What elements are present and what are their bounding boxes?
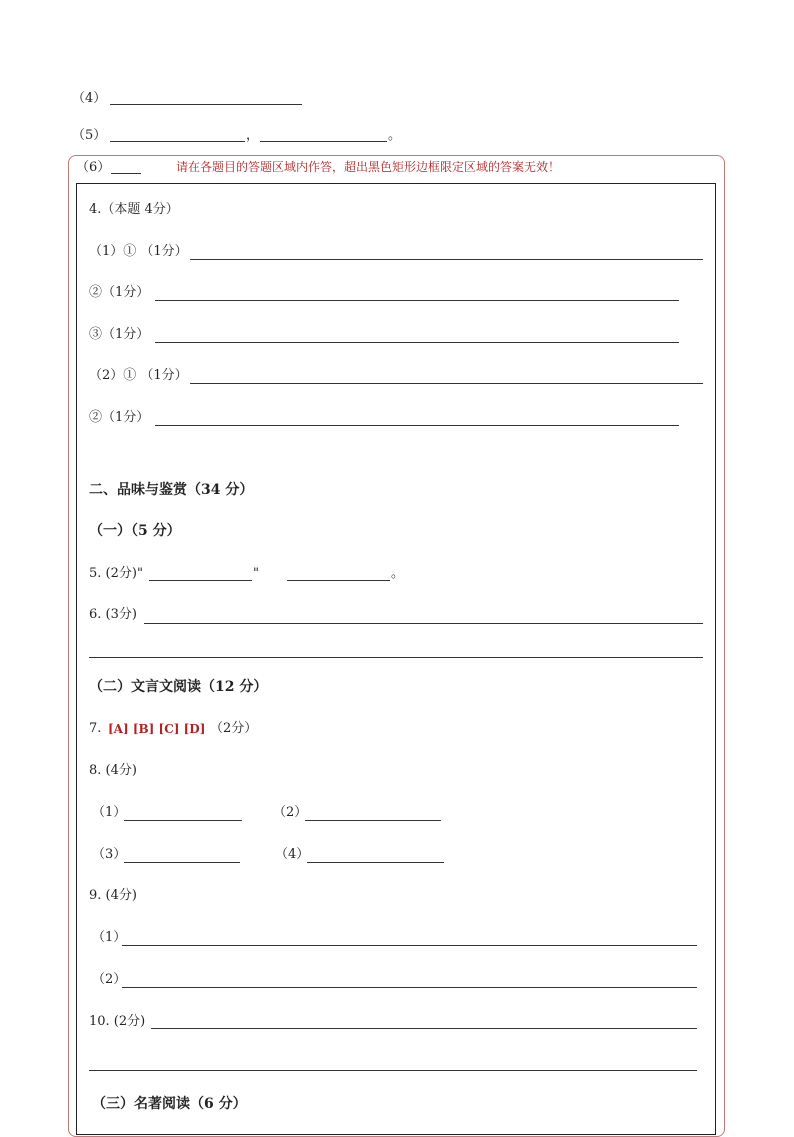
q4-row-2-label: ②（1分） xyxy=(89,285,150,300)
q5-answer-line-b[interactable] xyxy=(287,580,390,581)
q4-row-4-line[interactable] xyxy=(190,383,703,384)
q9-label: 9. (4分) xyxy=(89,888,137,903)
q4-row-1-line[interactable] xyxy=(190,259,703,260)
q6-answer-line-2[interactable] xyxy=(89,657,703,658)
q4-answer-line[interactable] xyxy=(110,104,302,105)
q8-sub-4-line[interactable] xyxy=(307,862,444,863)
q4-row-3-label: ③（1分） xyxy=(89,327,150,342)
q8-sub-1-line[interactable] xyxy=(124,820,242,821)
q5-answer-line-a[interactable] xyxy=(149,580,252,581)
q9-sub-2-line[interactable] xyxy=(122,987,697,988)
q10-label: 10. (2分) xyxy=(89,1014,146,1029)
q8-sub-3-label: （3） xyxy=(92,847,127,862)
q7-choice-options[interactable]: [A] [B] [C] [D] xyxy=(108,722,206,736)
q4-row-1-label: （1）① （1分） xyxy=(89,244,188,259)
q6-label: 6. (3分) xyxy=(89,607,137,622)
q9-sub-1-line[interactable] xyxy=(122,945,697,946)
section-2-title: 二、品味与鉴赏（34 分） xyxy=(89,482,254,498)
q4-row-2-line[interactable] xyxy=(155,300,679,301)
q5-period: 。 xyxy=(388,128,402,143)
q4-block-title: 4.（本题 4分） xyxy=(89,202,179,217)
q8-sub-4-label: （4） xyxy=(275,847,310,862)
answer-region-warning: 请在各题目的答题区域内作答，超出黑色矩形边框限定区域的答案无效！ xyxy=(176,160,561,174)
part-3-title: （三）名著阅读（6 分） xyxy=(92,1096,247,1112)
q8-sub-2-line[interactable] xyxy=(305,820,441,821)
q5-label: 5. (2分)" xyxy=(89,566,143,581)
q5-answer-line-2[interactable] xyxy=(260,141,387,142)
q4-row-4-label: （2）① （1分） xyxy=(89,368,188,383)
q5-quote-close: " xyxy=(253,566,259,581)
part-2-title: （二）文言文阅读（12 分） xyxy=(89,679,268,695)
q9-sub-2-label: （2） xyxy=(92,972,127,987)
q4-row-3-line[interactable] xyxy=(155,342,679,343)
q4-row-5-label: ②（1分） xyxy=(89,410,150,425)
q9-sub-1-label: （1） xyxy=(92,930,127,945)
q10-answer-line-1[interactable] xyxy=(151,1028,697,1029)
q4-row-5-line[interactable] xyxy=(155,425,679,426)
q8-label: 8. (4分) xyxy=(89,763,137,778)
part-1-title: （一）（5 分） xyxy=(89,523,181,539)
q5-comma: ， xyxy=(246,128,260,143)
q6-answer-line-1[interactable] xyxy=(144,623,703,624)
q8-sub-3-line[interactable] xyxy=(124,862,240,863)
q8-sub-2-label: （2） xyxy=(273,805,308,820)
q6-answer-line[interactable] xyxy=(111,173,141,174)
q7-score: （2分） xyxy=(210,721,258,736)
q5-period-mark: 。 xyxy=(391,566,405,581)
answer-box xyxy=(76,183,716,1135)
q4-label: （4） xyxy=(72,91,107,106)
q7-number: 7. xyxy=(89,721,102,736)
q10-answer-line-2[interactable] xyxy=(89,1070,697,1071)
q5-label: （5） xyxy=(72,128,107,143)
q8-sub-1-label: （1） xyxy=(92,805,127,820)
q5-answer-line-1[interactable] xyxy=(110,141,245,142)
q6-label: （6） xyxy=(76,160,111,175)
